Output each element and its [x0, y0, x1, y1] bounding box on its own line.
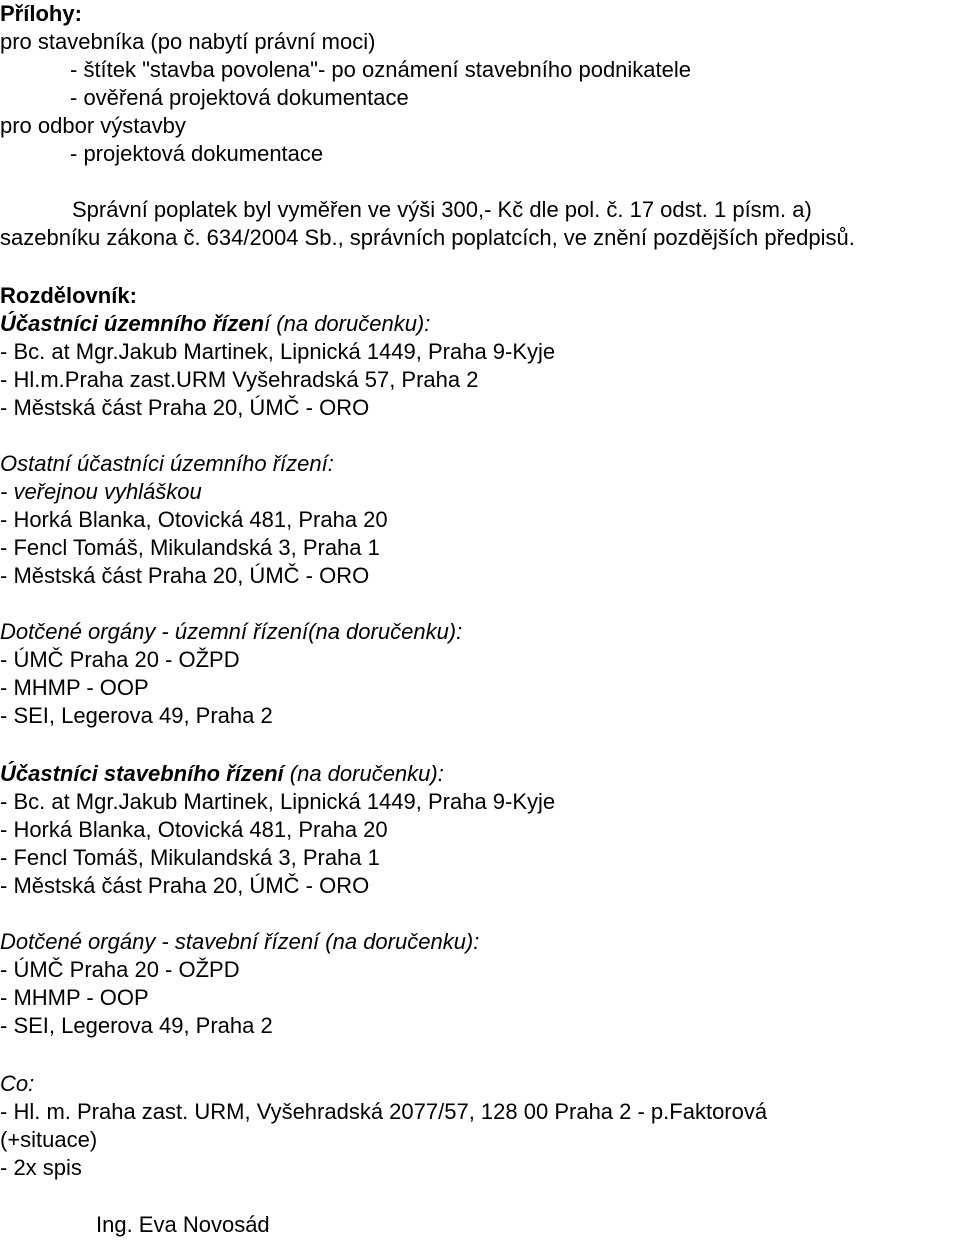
attachments-builder-item: - ověřená projektová dokumentace	[70, 85, 409, 110]
list-item: - Hl. m. Praha zast. URM, Vyšehradská 2077/57, 128 00 Praha 2 - p.Faktorová	[0, 1099, 768, 1124]
list-item: - MHMP - OOP	[0, 675, 149, 700]
list-item: - Horká Blanka, Otovická 481, Praha 20	[0, 817, 388, 842]
building-authorities-title: Dotčené orgány - stavební řízení (na doručenku):	[0, 929, 480, 954]
building-participants-title-rest: (na doručenku):	[283, 761, 444, 786]
list-item: - Fencl Tomáš, Mikulandská 3, Praha 1	[0, 845, 380, 870]
other-participants-title: Ostatní účastníci územního řízení:	[0, 451, 334, 476]
signature-name: Ing. Eva Novosád	[96, 1212, 270, 1237]
list-item: - Fencl Tomáš, Mikulandská 3, Praha 1	[0, 535, 380, 560]
attachments-builder-item: - štítek "stavba povolena"- po oznámení stavebního podnikatele	[70, 57, 692, 82]
list-item: - Bc. at Mgr.Jakub Martinek, Lipnická 1449, Praha 9-Kyje	[0, 789, 556, 814]
list-item: - ÚMČ Praha 20 - OŽPD	[0, 647, 240, 672]
list-item: - 2x spis	[0, 1155, 82, 1180]
fee-line: sazebníku zákona č. 634/2004 Sb., správních poplatcích, ve znění pozdějších předpisů.	[0, 225, 855, 250]
list-item: - veřejnou vyhláškou	[0, 479, 202, 504]
zoning-authorities-title: Dotčené orgány - územní řízení(na doručenku):	[0, 619, 463, 644]
distribution-heading: Rozdělovník:	[0, 283, 137, 308]
attachments-builder-label: pro stavebníka (po nabytí právní moci)	[0, 29, 376, 54]
building-participants-title	[0, 760, 444, 788]
zoning-participants-title	[0, 310, 430, 338]
copies-title: Co:	[0, 1071, 35, 1096]
fee-line: Správní poplatek byl vyměřen ve výši 300,- Kč dle pol. č. 17 odst. 1 písm. a)	[72, 197, 812, 222]
list-item: - Městská část Praha 20, ÚMČ - ORO	[0, 873, 370, 898]
attachments-dept-label: pro odbor výstavby	[0, 113, 186, 138]
list-item: - Hl.m.Praha zast.URM Vyšehradská 57, Praha 2	[0, 367, 479, 392]
zoning-participants-title-bold: Účastníci územního řízen	[0, 311, 265, 336]
list-item: - SEI, Legerova 49, Praha 2	[0, 703, 273, 728]
list-item: (+situace)	[0, 1127, 98, 1152]
list-item: - MHMP - OOP	[0, 985, 149, 1010]
list-item: - Městská část Praha 20, ÚMČ - ORO	[0, 395, 370, 420]
attachments-heading: Přílohy:	[0, 1, 82, 26]
list-item: - ÚMČ Praha 20 - OŽPD	[0, 957, 240, 982]
building-participants-title-bold: Účastníci stavebního řízení	[0, 761, 284, 786]
zoning-participants-title-rest: í (na doručenku):	[264, 311, 431, 336]
list-item: - SEI, Legerova 49, Praha 2	[0, 1013, 273, 1038]
attachments-dept-item: - projektová dokumentace	[70, 141, 324, 166]
list-item: - Městská část Praha 20, ÚMČ - ORO	[0, 563, 370, 588]
list-item: - Horká Blanka, Otovická 481, Praha 20	[0, 507, 388, 532]
list-item: - Bc. at Mgr.Jakub Martinek, Lipnická 1449, Praha 9-Kyje	[0, 339, 556, 364]
